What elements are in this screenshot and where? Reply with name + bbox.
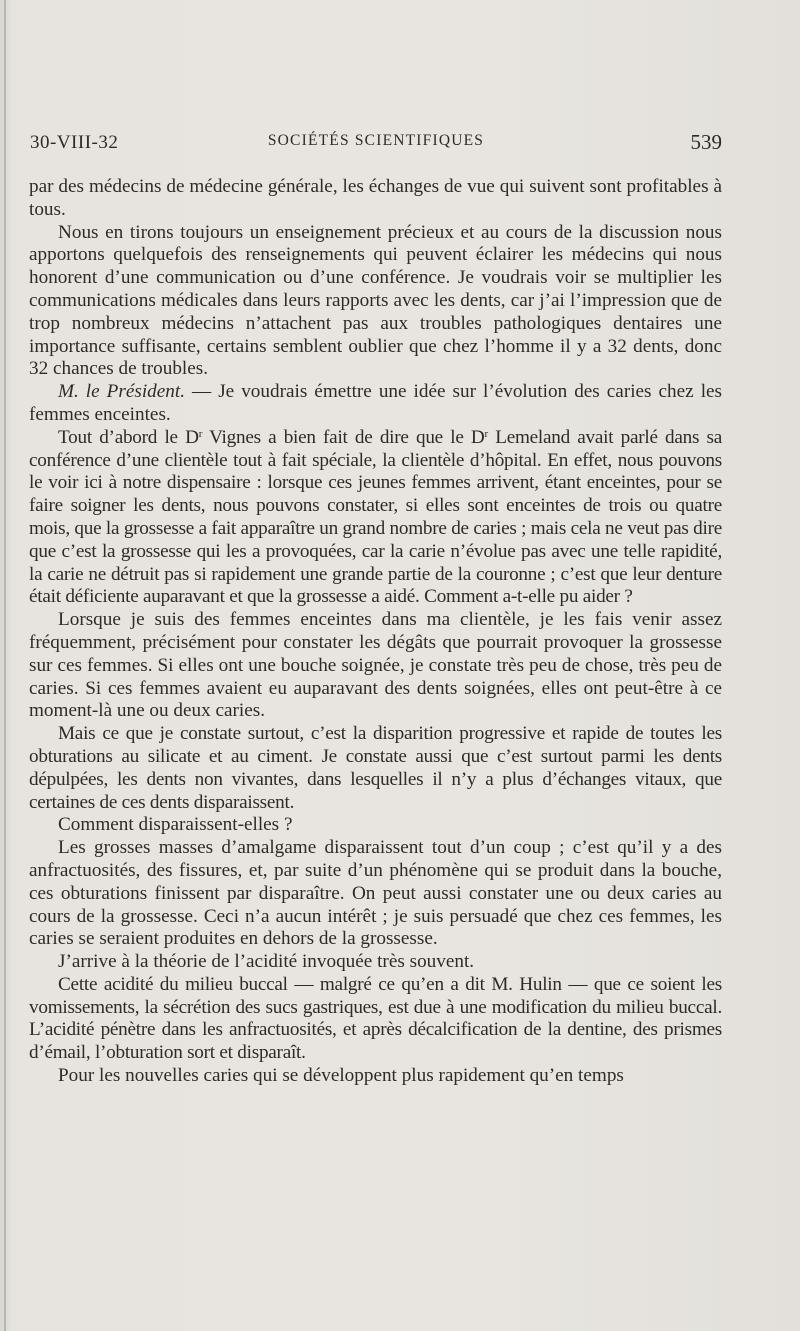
paragraph	[29, 222, 722, 382]
paragraph	[29, 1065, 722, 1088]
paragraph-text: Mais ce que je constate surtout, c’est la disparition progressive et rapide de toutes les obturations au silicate et au ciment. Je constate aussi que c’est surtout parmi les dents dépulpées, les dents non vivantes, dans lesquelles il n’y a plus d’échanges vitaux, que certaines de ces dents disparaissent.	[29, 723, 722, 813]
paragraph-text: Les grosses masses d’amalgame disparaissent tout d’un coup ; c’est qu’il y a des anfractuosités, des fissures, et, par suite d’un phénomène qui se produit dans la bouche, ces obturations finissent par disparaître. On peut aussi constater une ou deux caries au cours de la grossesse. Ceci n’a aucun intérêt ; je suis persuadé que chez ces femmes, les caries se seraient produites en dehors de la grossesse.	[29, 837, 722, 950]
paragraph-text: Tout d’abord le D	[58, 426, 199, 448]
superscript: r	[198, 427, 203, 440]
page-number: 539	[690, 130, 722, 154]
running-header	[30, 128, 722, 158]
page-edge	[4, 0, 6, 1331]
paragraph-text: — Je voudrais émettre une idée sur l’évolution des caries chez les femmes enceintes.	[29, 381, 723, 425]
paragraph-text: J’arrive à la théorie de l’acidité invoquée très souvent.	[58, 951, 475, 973]
paragraph-text: Nous en tirons toujours un enseignement précieux et au cours de la discussion nous apportons quelquefois des renseignements qui peuvent éclairer les médecins qui nous honorent d’une communication ou d’une conférence. Je voudrais voir se multiplier les communications médicales dans leurs rapports avec les dents, car j’ai l’impression que de trop nombreux médecins n’attachent pas aux troubles pathologiques dentaires une importance suffisante, certains semblent oublier que chez l’homme il y a 32 dents, donc 32 chances de troubles.	[29, 221, 722, 380]
paragraph	[29, 974, 722, 1065]
paragraph-text: Lemeland avait parlé dans sa conférence d’une clientèle tout à fait spéciale, la clientèle d’hôpital. En effet, nous pouvons le voir ici à notre dispensaire : lorsque ces jeunes femmes arrivent, étant enceintes, pour se faire soigner les dents, nous pouvons constater, si elles sont enceintes de trois ou quatre mois, que la grossesse a fait apparaître un grand nombre de caries ; mais cela ne veut pas dire que c’est la grossesse qui les a provoquées, car la carie n’évolue pas avec une telle rapidité, la carie ne détruit pas si rapidement une grande partie de la couronne ; c’est que leur denture était déficiente auparavant et que la grossesse a aidé. Comment a-t-elle pu aider ?	[29, 426, 722, 608]
header-section-title: SOCIÉTÉS SCIENTIFIQUES	[267, 132, 485, 149]
paragraph-text: par des médecins de médecine générale, les échanges de vue qui suivent sont profitables à tous.	[29, 176, 722, 220]
paragraph	[29, 609, 722, 723]
paragraph-text: Cette acidité du milieu buccal — malgré ce qu’en a dit M. Hulin — que ce soient les vomissements, la sécrétion des sucs gastriques, est due à une modification du milieu buccal. L’acidité pénètre dans les anfractuosités, et après décalcification de la dentine, des prismes d’émail, l’obturation sort et disparaît.	[29, 973, 722, 1064]
paragraph-text: Comment disparaissent-elles ?	[58, 814, 293, 836]
paragraph-text: Pour les nouvelles caries qui se développent plus rapidement qu’en temps	[58, 1065, 624, 1087]
paragraph	[29, 176, 722, 222]
paragraph	[29, 814, 722, 837]
paragraph	[29, 837, 722, 951]
paragraph	[29, 381, 722, 427]
paragraph	[29, 427, 722, 609]
paragraph	[29, 951, 722, 974]
paragraph-text: Vignes a bien fait de dire que le D	[202, 426, 485, 448]
header-date: 30-VIII-32	[30, 132, 119, 153]
article-body	[29, 176, 722, 1088]
paragraph-text: Lorsque je suis des femmes enceintes dans ma clientèle, je les fais venir assez fréquemment, précisément pour constater les dégâts que pourrait provoquer la grossesse sur ces femmes. Si elles ont une bouche soignée, je constate très peu de chose, très peu de caries. Si ces femmes avaient eu auparavant des dents soignées, elles ont peut-être à ce moment-là une ou deux caries.	[29, 609, 722, 722]
superscript: r	[484, 427, 488, 440]
speaker-name: M. le Président.	[58, 381, 185, 403]
paragraph	[29, 723, 722, 814]
